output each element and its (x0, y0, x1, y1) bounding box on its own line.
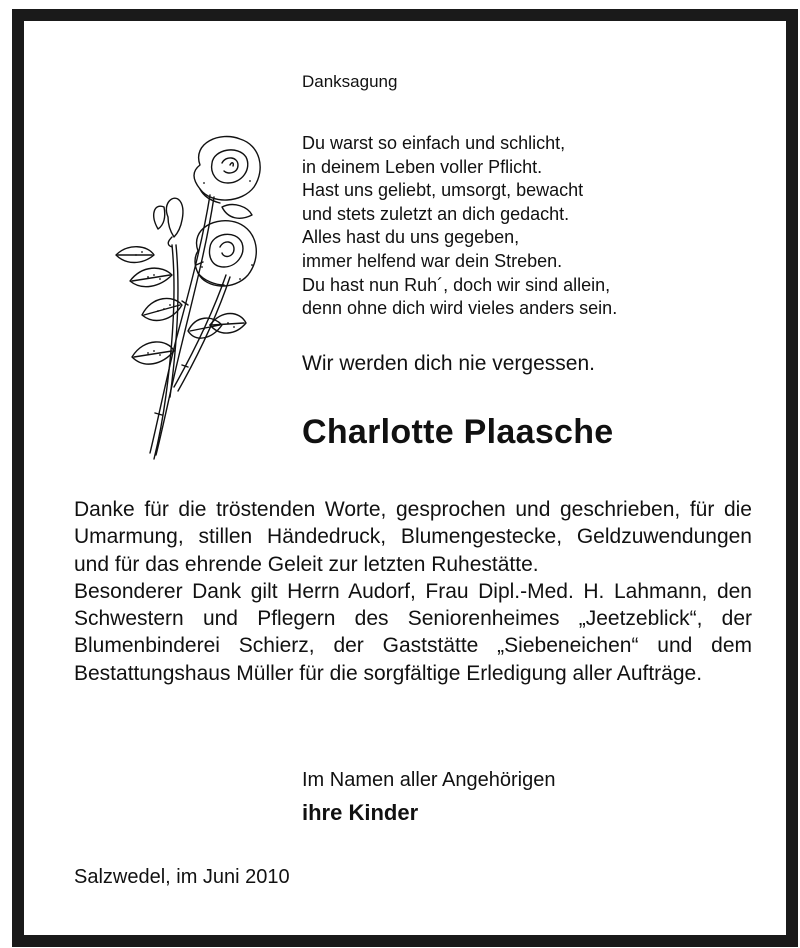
poem-line: immer helfend war dein Streben. (302, 250, 563, 271)
obituary-frame (12, 9, 798, 947)
poem (302, 132, 617, 321)
poem-line: Du hast nun Ruh´, doch wir sind allein, (302, 274, 611, 295)
family-intro: Im Namen aller Angehörigen (302, 769, 556, 791)
deceased-name: Charlotte Plaasche (302, 413, 614, 451)
place-date: Salzwedel, im Juni 2010 (74, 866, 290, 888)
poem-line: Du warst so einfach und schlicht, (302, 133, 566, 153)
thanks-paragraph-1: Danke für die tröstenden Worte, gesprochen und geschrieben, für die Umarmung, stillen Händedruck, Blumengestecke, Geldzuwendungen und für das ehrende Geleit zur letzten Ruhestätte. (74, 498, 752, 576)
motto: Wir werden dich nie vergessen. (302, 352, 595, 375)
poem-line: Hast uns geliebt, umsorgt, bewacht (302, 180, 584, 201)
poem-line: denn ohne dich wird vieles anders sein. (302, 298, 618, 319)
thanks-text (74, 496, 752, 687)
poem-line: in deinem Leben voller Pflicht. (302, 156, 543, 177)
poem-line: und stets zuletzt an dich gedacht. (302, 203, 570, 224)
poem-line: Alles hast du uns gegeben, (302, 227, 520, 248)
family-signature: ihre Kinder (302, 800, 419, 825)
thanks-paragraph-2: Besonderer Dank gilt Herrn Audorf, Frau Dipl.-Med. H. Lahmann, den Schwestern und Pflegern des Seniorenheimes „Jeetzeblick“, der Blumenbinderei Schierz, der Gaststätte „Siebeneichen“ und dem Bestattungshaus Müller für die sorgfältige Erledigung aller Aufträge. (74, 579, 752, 685)
notice-heading: Danksagung (302, 72, 398, 91)
roses-icon (92, 125, 272, 465)
